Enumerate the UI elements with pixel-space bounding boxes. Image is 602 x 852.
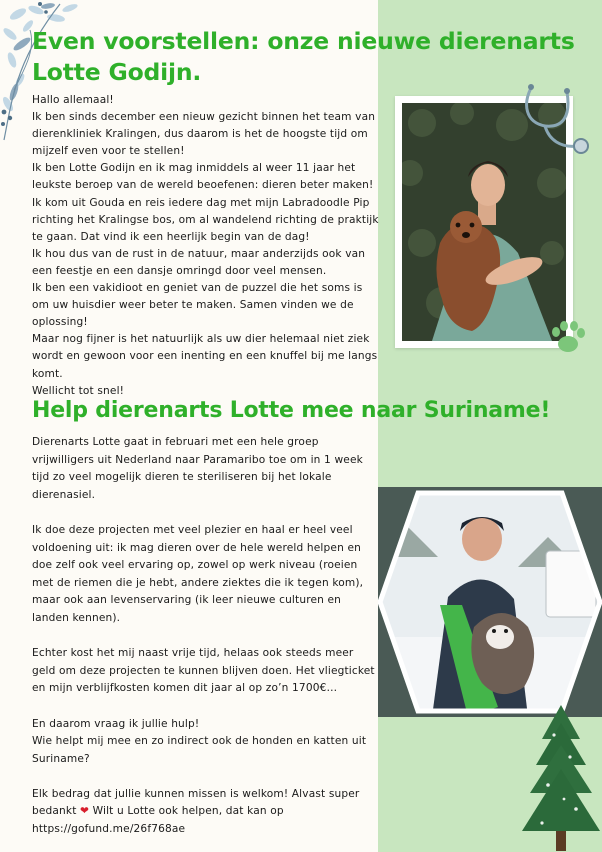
closing-text-end: Wilt u Lotte ook helpen, dat kan op https://gofund.me/26f768ae — [32, 805, 284, 836]
appeal-paragraph: Echter kost het mij naast vrije tijd, helaas ook steeds meer geld om deze projecten te kunnen blijven doen. Het vliegticket en mijn verblijfkosten komen dit jaar al op zo’n 1700€… — [32, 647, 375, 695]
vet-with-husky-snow-photo — [378, 487, 602, 717]
intro-paragraph: Ik ben sinds december een nieuw gezicht binnen het team van dierenkliniek Kralingen, dus daarom is het de hoogste tijd om mijzelf even voor te stellen! — [32, 111, 376, 158]
appeal-paragraph: Dierenarts Lotte gaat in februari met een hele groep vrijwilligers uit Nederland naar Paramaribo toe om in 1 week tijd zo veel mogelijk dieren te steriliseren bij het lokale dierenasiel. — [32, 436, 363, 501]
appeal-title: Help dierenarts Lotte mee naar Suriname! — [32, 398, 551, 423]
intro-text-block — [32, 92, 382, 400]
intro-paragraph: Ik ben een vakidioot en geniet van de puzzel die het soms is om uw huisdier weer beter te maken. Samen vinden we de oplossing! — [32, 282, 363, 329]
intro-paragraph: Hallo allemaal! — [32, 94, 114, 106]
paragraph-spacer — [32, 698, 377, 716]
paragraph-spacer — [32, 628, 377, 646]
intro-paragraph: Maar nog fijner is het natuurlijk als uw dier helemaal niet ziek wordt en gewoon voor een inenting en een knuffel bij me langs komt. — [32, 333, 378, 380]
appeal-paragraph: En daarom vraag ik jullie hulp! Wie helpt mij mee en zo indirect ook de honden en katten uit Suriname? — [32, 717, 367, 765]
appeal-paragraph: Ik doe deze projecten met veel plezier en haal er heel veel voldoening uit: ik mag dieren over de hele wereld helpen en doe zelf ook veel ervaring op, zowel op werk niveau (roeien met de riemen die je hebt, andere ziektes die ik tegen kom), maar ook aan levenservaring (ik leer nieuwe culturen en landen kennen). — [32, 523, 364, 624]
appeal-text-block — [32, 434, 377, 839]
intro-paragraph: Ik hou dus van de rust in de natuur, maar anderzijds ook van een feestje en een dansje omringd door veel mensen. — [32, 247, 366, 277]
closing-paragraph — [32, 786, 377, 839]
intro-paragraph: Ik ben Lotte Godijn en ik mag inmiddels al weer 11 jaar het leukste beroep van de wereld beoefenen: dieren beter maken! — [32, 162, 374, 192]
stethoscope-icon — [505, 82, 597, 162]
pine-tree-icon — [520, 705, 602, 852]
intro-paragraph: Wellicht tot snel! — [32, 384, 125, 397]
closing-text-start: Elk bedrag dat jullie kunnen missen is welkom! Alvast super bedankt — [32, 787, 360, 818]
paragraph-spacer — [32, 768, 377, 786]
heart-icon: ❤ — [80, 805, 90, 818]
paw-print-icon — [548, 318, 588, 358]
paragraph-spacer — [32, 504, 377, 522]
article-title: Even voorstellen: onze nieuwe dierenarts Lotte Godijn. — [32, 27, 575, 86]
intro-paragraph: Ik kom uit Gouda en reis iedere dag met mijn Labradoodle Pip richting het Kralingse bos, om al wandelend richting de praktijk te gaan. Dat vind ik een heerlijk begin van de dag! — [32, 196, 379, 243]
